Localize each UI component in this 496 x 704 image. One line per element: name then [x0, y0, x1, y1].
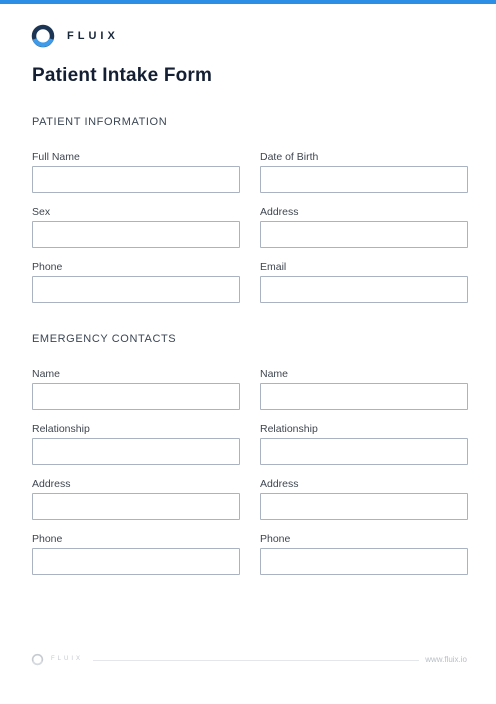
- contact-1-relationship-label: Relationship: [32, 423, 90, 435]
- footer-brand-name: FLUIX: [51, 656, 84, 662]
- date-of-birth-input[interactable]: [260, 166, 468, 193]
- email-label: Email: [260, 261, 287, 273]
- patient-phone-label: Phone: [32, 261, 63, 273]
- contact-1-address-label: Address: [32, 478, 71, 490]
- top-accent-bar: [0, 0, 496, 4]
- sex-label: Sex: [32, 206, 51, 218]
- date-of-birth-label: Date of Birth: [260, 151, 319, 163]
- footer-logo-icon: [31, 653, 44, 666]
- footer-url: www.fluix.io: [425, 655, 467, 664]
- brand-header: [31, 23, 119, 49]
- full-name-label: Full Name: [32, 151, 80, 163]
- contact-1-name-input[interactable]: [32, 383, 240, 410]
- contact-2-relationship-label: Relationship: [260, 423, 318, 435]
- full-name-input[interactable]: [32, 166, 240, 193]
- contact-2-phone-label: Phone: [260, 533, 291, 545]
- patient-address-input[interactable]: [260, 221, 468, 248]
- contact-1-relationship-input[interactable]: [32, 438, 240, 465]
- contact-1-address-input[interactable]: [32, 493, 240, 520]
- sex-input[interactable]: [32, 221, 240, 248]
- page-footer: [31, 652, 467, 668]
- contact-2-address-input[interactable]: [260, 493, 468, 520]
- contact-2-name-input[interactable]: [260, 383, 468, 410]
- contact-1-name-label: Name: [32, 368, 61, 380]
- section-title-patient-information: PATIENT INFORMATION: [32, 116, 168, 128]
- brand-name: FLUIX: [67, 30, 119, 42]
- contact-2-address-label: Address: [260, 478, 299, 490]
- contact-2-relationship-input[interactable]: [260, 438, 468, 465]
- contact-1-phone-input[interactable]: [32, 548, 240, 575]
- footer-divider: [93, 660, 419, 661]
- page-title: Patient Intake Form: [32, 65, 213, 86]
- contact-2-phone-input[interactable]: [260, 548, 468, 575]
- contact-2-name-label: Name: [260, 368, 289, 380]
- patient-address-label: Address: [260, 206, 299, 218]
- section-title-emergency-contacts: EMERGENCY CONTACTS: [32, 333, 177, 345]
- email-input[interactable]: [260, 276, 468, 303]
- contact-1-phone-label: Phone: [32, 533, 63, 545]
- fluix-logo-icon: [31, 24, 55, 48]
- patient-phone-input[interactable]: [32, 276, 240, 303]
